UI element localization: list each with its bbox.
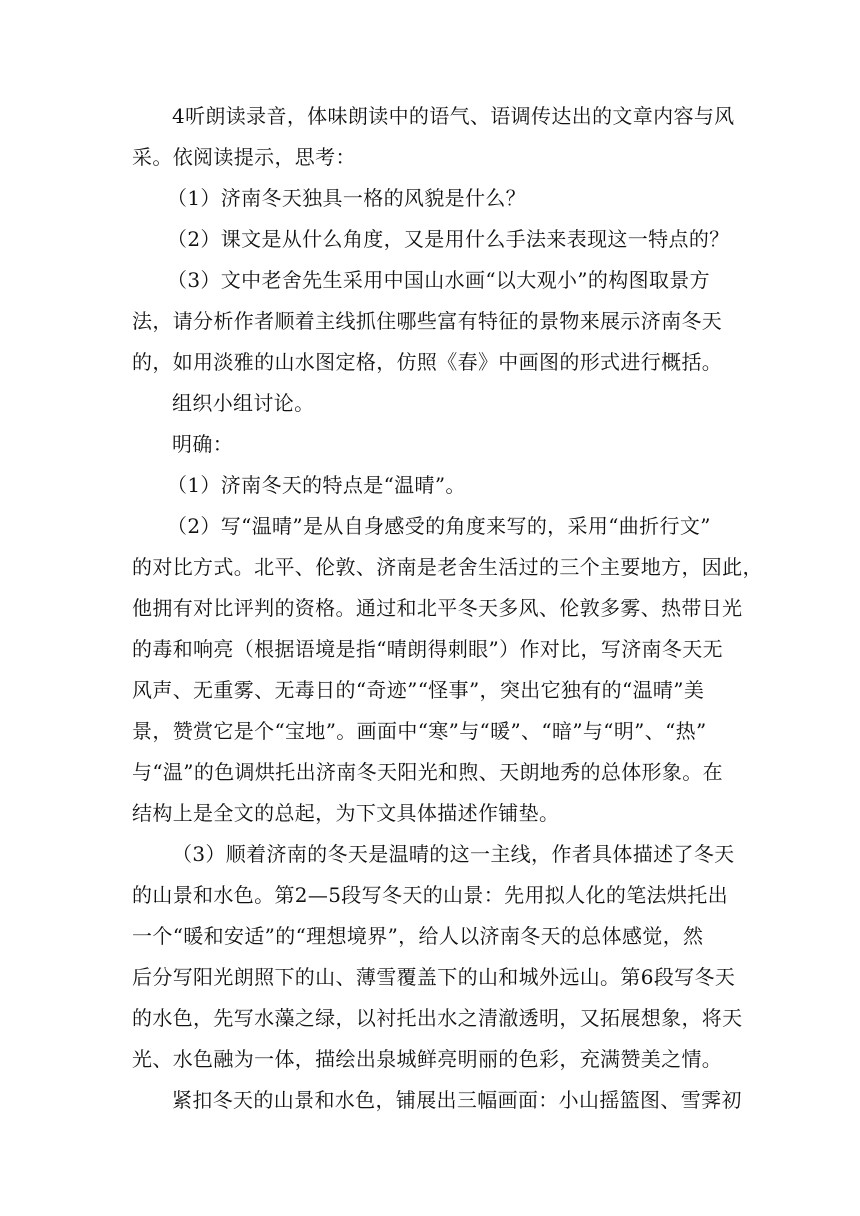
text-line: （1）济南冬天独具一格的风貌是什么？ xyxy=(167,186,527,210)
text-line: 的水色，先写水藻之绿，以衬托出水之清澈透明，又拓展想象，将天 xyxy=(132,1006,743,1030)
text-line: （1）济南冬天的特点是“温晴”。 xyxy=(167,473,466,497)
text-line: 的毒和响亮（根据语境是指“晴朗得刺眼”）作对比，写济南冬天无 xyxy=(132,637,723,661)
text-line: （3）顺着济南的冬天是温晴的这一主线，作者具体描述了冬天 xyxy=(172,842,735,866)
text-line: 景，赞赏它是个“宝地”。画面中“寒”与“暖”、“暗”与“明”、“热” xyxy=(132,719,707,743)
text-line: （2）课文是从什么角度，又是用什么手法来表现这一特点的？ xyxy=(167,227,730,251)
text-line: （3）文中老舍先生采用中国山水画“以大观小”的构图取景方 xyxy=(167,268,710,292)
text-line: 法，请分析作者顺着主线抓住哪些富有特征的景物来展示济南冬天 xyxy=(132,309,723,333)
text-line: 的对比方式。北平、伦敦、济南是老舍生活过的三个主要地方，因此， xyxy=(132,555,763,579)
text-line: 的山景和水色。第2—5段写冬天的山景：先用拟人化的笔法烘托出 xyxy=(132,883,728,907)
text-line: 与“温”的色调烘托出济南冬天阳光和煦、天朗地秀的总体形象。在 xyxy=(132,760,723,784)
text-line: 采。依阅读提示，思考： xyxy=(132,145,356,169)
text-line: 紧扣冬天的山景和水色，铺展出三幅画面：小山摇篮图、雪霁初 xyxy=(172,1088,742,1112)
text-line: （2）写“温晴”是从自身感受的角度来写的，采用“曲折行文” xyxy=(167,514,711,538)
text-line: 后分写阳光朗照下的山、薄雪覆盖下的山和城外远山。第6段写冬天 xyxy=(132,965,736,989)
text-line: 他拥有对比评判的资格。通过和北平冬天多风、伦敦多雾、热带日光 xyxy=(132,596,743,620)
text-line: 明确： xyxy=(172,432,234,456)
text-line: 结构上是全文的总起，为下文具体描述作铺垫。 xyxy=(132,801,560,825)
text-line: 4听朗读录音，体味朗读中的语气、语调传达出的文章内容与风 xyxy=(172,104,735,128)
text-line: 组织小组讨论。 xyxy=(172,391,315,415)
text-line: 光、水色融为一体，描绘出泉城鲜亮明丽的色彩，充满赞美之情。 xyxy=(132,1047,723,1071)
text-line: 一个“暖和安适”的“理想境界”，给人以济南冬天的总体感觉，然 xyxy=(132,924,704,948)
text-line: 的，如用淡雅的山水图定格，仿照《春》中画图的形式进行概括。 xyxy=(132,350,723,374)
text-line: 风声、无重雾、无毒日的“奇迹”“怪事”，突出它独有的“温晴”美 xyxy=(132,678,705,702)
